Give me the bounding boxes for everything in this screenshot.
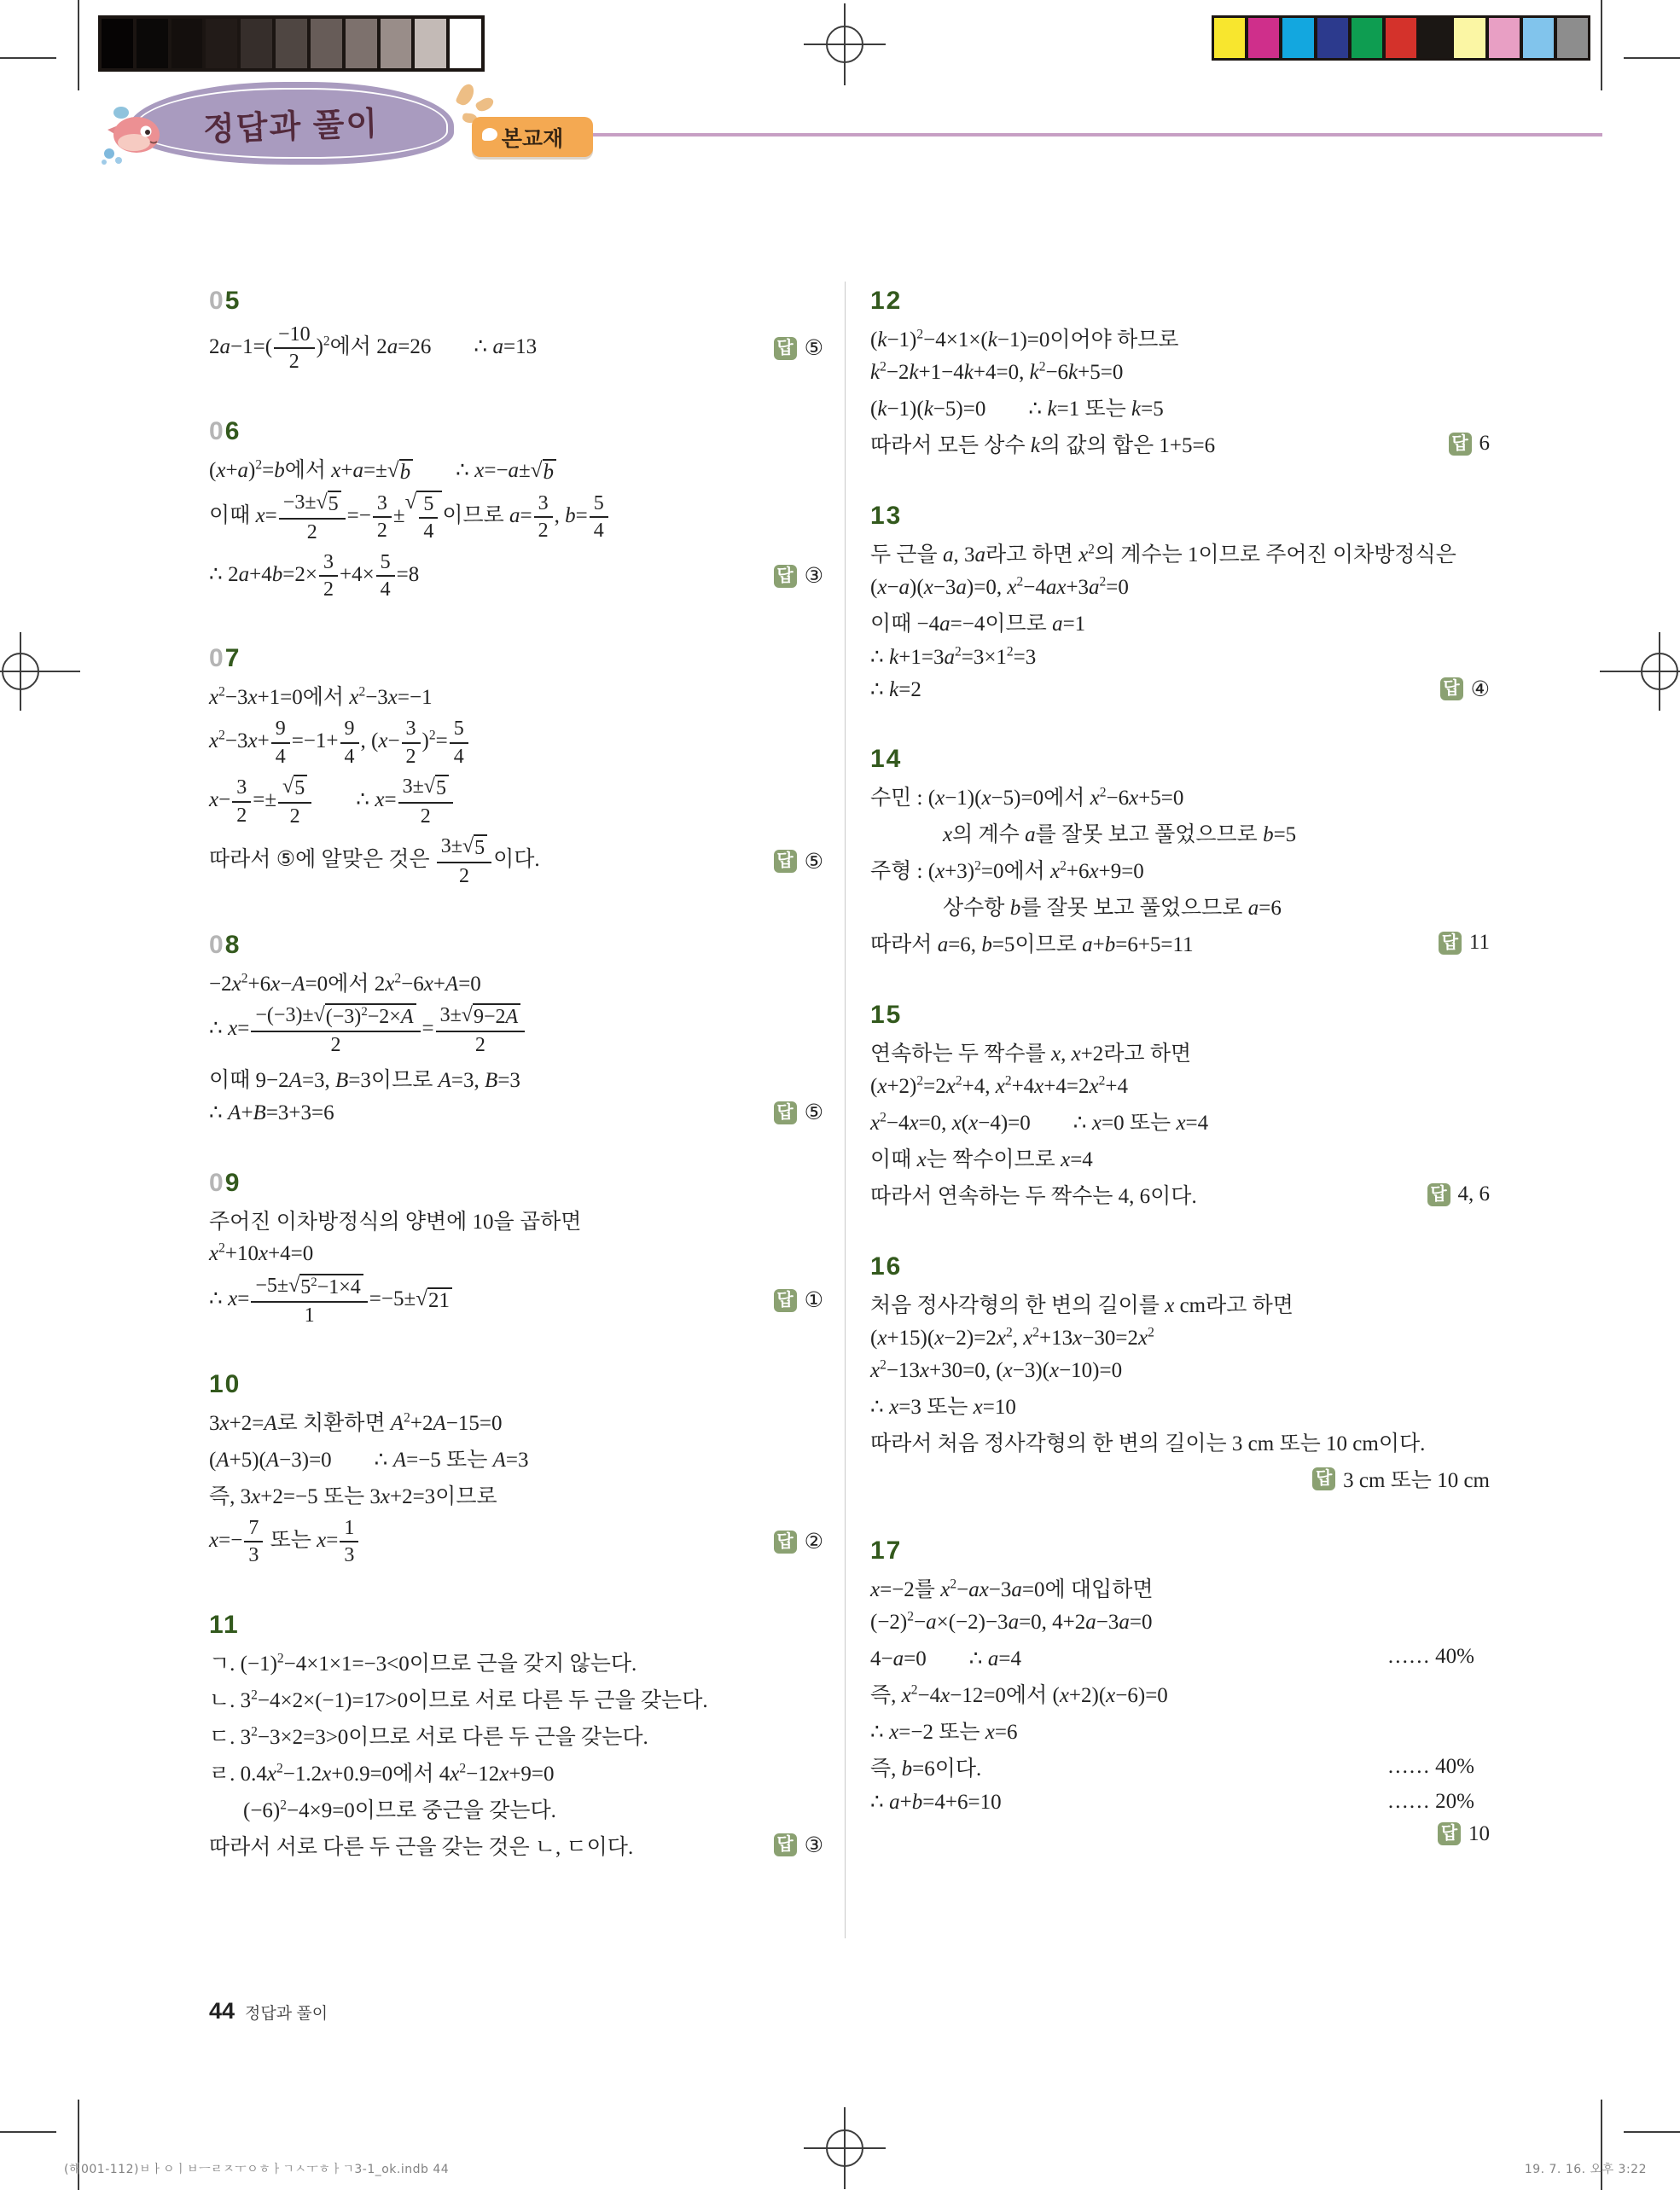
answer-group <box>774 1833 823 1858</box>
grayscale-cell <box>171 19 203 68</box>
radical: √ 5 <box>282 775 307 800</box>
solution-line <box>870 1325 1490 1351</box>
solution-line <box>209 1720 823 1751</box>
radical: √ $(-3)^2-2\times A$ <box>314 1003 416 1029</box>
solution-line <box>870 891 1490 921</box>
petal-decoration-icon <box>474 96 496 114</box>
trim-mark <box>1624 57 1680 59</box>
math-text: $x^2-3x+$ $\frac{9}{4}$ =−1+ $\frac{9}{4}$ , (x− $\frac{3}{2}$ )$^2$= $\frac{5}{4}$ <box>209 717 470 769</box>
solution-line <box>870 1357 1490 1384</box>
color-calibration-bar <box>1212 15 1590 61</box>
fraction: $\frac{1}{3}$ <box>340 1516 358 1568</box>
solution-line <box>209 775 823 828</box>
math-text: ∴ x= −(−3)±√ $(-3)^2-2\times A$ 2 = 3±√ 9−2A 2 <box>209 1003 526 1057</box>
answer-group <box>774 1287 823 1313</box>
grayscale-cell <box>415 19 446 68</box>
solution-line <box>870 1106 1490 1136</box>
color-cell <box>1523 18 1554 58</box>
solution-line <box>870 428 1490 459</box>
math-text: $x^2+10x+4=0$ <box>209 1241 314 1266</box>
solution-line <box>209 1063 823 1094</box>
problem <box>209 931 823 1126</box>
fraction: −(−3)±√ $(-3)^2-2\times A$ 2 <box>251 1003 420 1057</box>
math-text: ∴ a+b=4+6=10 <box>870 1790 1002 1814</box>
problem-lines <box>209 967 823 1126</box>
radical: √ $\frac{5}{4}$ <box>405 491 443 544</box>
math-text: 따라서 ⑤에 알맞은 것은 3±√ 5 2 이다. <box>209 835 540 887</box>
problem-number-main: 12 <box>870 287 903 315</box>
answer-group <box>774 335 823 361</box>
problem-number-main: 6 <box>224 416 241 445</box>
print-info-filename: (해001-112)ㅂㅏㅇㅣㅂㅡㄹㅈㅜㅇㅎㅏㄱㅅㅜㅎㅏㄱ3-1_ok.indb 44 <box>64 2163 450 2176</box>
color-cell <box>1352 18 1382 58</box>
problem-lines <box>870 1572 1490 1847</box>
solution-line <box>870 1179 1490 1210</box>
fraction: 3±√ 5 2 <box>398 775 453 828</box>
fish-mascot-icon <box>96 101 167 167</box>
fraction: $\frac{5}{4}$ <box>376 550 395 602</box>
solution-line <box>870 1751 1490 1782</box>
math-text: $(x+2)^2=2x^2+4$, $x^2+4x+4=2x^2+4$ <box>870 1073 1128 1098</box>
radical: √ 5 <box>462 834 487 860</box>
column-divider <box>845 282 846 1938</box>
solution-line <box>209 717 823 769</box>
problem-number <box>209 1370 823 1399</box>
problem-number <box>870 1252 1490 1281</box>
solution-line <box>870 1572 1490 1603</box>
solution-line <box>870 1426 1490 1457</box>
solution-line <box>209 967 823 997</box>
solution-line <box>870 927 1490 958</box>
math-text: 따라서 처음 정사각형의 한 변의 길이는 3 cm 또는 10 cm이다. <box>870 1432 1426 1455</box>
problem-number-main: 5 <box>224 287 241 315</box>
trim-mark <box>0 57 56 59</box>
registration-mark-right <box>1600 671 1680 672</box>
fraction: $\frac{-10}{2}$ <box>274 322 315 375</box>
problem-number-main: 8 <box>224 931 241 959</box>
answer-text: ④ <box>1470 677 1490 701</box>
problem <box>870 287 1490 459</box>
problem-number <box>870 1536 1490 1566</box>
answer-group <box>774 1100 823 1125</box>
score-percent: …… 40% <box>1386 1755 1474 1778</box>
answer-text: 4, 6 <box>1457 1182 1490 1205</box>
math-text: $(-2)^2-a\times(-2)-3a=0$, 4+2a−3a=0 <box>870 1609 1153 1634</box>
tab-label: 본교재 <box>501 126 564 151</box>
registration-mark-right <box>1659 632 1660 711</box>
problem-lines <box>209 1205 823 1327</box>
math-text: $(-6)^2-4\times 9=0$이므로 중근을 갖는다. <box>243 1798 556 1822</box>
solution-line <box>870 1390 1490 1420</box>
solution-line <box>870 1288 1490 1319</box>
answer-badge: 답 <box>774 337 797 360</box>
problem <box>870 1001 1490 1210</box>
math-text: $x^2-13x+30=0$, (x−3)(x−10)=0 <box>870 1357 1123 1382</box>
color-cell <box>1557 18 1588 58</box>
problem-number-main: 17 <box>870 1536 903 1565</box>
problem-number-main: 10 <box>209 1369 241 1398</box>
problem-lines <box>870 1037 1490 1210</box>
color-cell <box>1282 18 1313 58</box>
problem-lines <box>209 322 823 375</box>
problem-number-prefix: 0 <box>209 1168 225 1197</box>
problem-number-main: 16 <box>870 1252 903 1281</box>
math-text: 따라서 서로 다른 두 근을 갖는 것은 ㄴ, ㄷ이다. <box>209 1835 634 1859</box>
problem-number <box>209 417 823 446</box>
math-text: $x^2-4x=0$, x(x−4)=0 ∴ x=0 또는 x=4 <box>870 1110 1209 1135</box>
solution-line <box>870 781 1490 811</box>
solution-line <box>870 1715 1490 1746</box>
answer-text: 6 <box>1479 432 1490 455</box>
solution-line <box>870 1609 1490 1635</box>
answer-text: 10 <box>1468 1821 1490 1845</box>
radical: √ $5^2-1\times 4$ <box>288 1274 363 1299</box>
problem <box>870 502 1490 702</box>
answer-badge: 답 <box>1312 1467 1335 1490</box>
problem-number <box>870 287 1490 316</box>
answer-group <box>1440 677 1490 702</box>
radical: √ 5 <box>317 491 341 516</box>
math-text: 이때 −4a=−4이므로 a=1 <box>870 613 1086 636</box>
grayscale-cell <box>381 19 412 68</box>
footer-label: 정답과 풀이 <box>245 2005 328 2023</box>
solution-line <box>209 550 823 602</box>
solution-line <box>209 1830 823 1861</box>
solution-line <box>209 1241 823 1268</box>
math-text: ∴ A+B=3+3=6 <box>209 1101 334 1125</box>
problem-lines <box>209 1647 823 1861</box>
solutions-right-column <box>870 287 1490 1890</box>
problem-number <box>209 644 823 673</box>
registration-mark-left <box>0 671 80 672</box>
problem <box>870 1252 1490 1494</box>
registration-mark-bottom <box>804 2147 886 2149</box>
answer-text: ② <box>804 1531 823 1554</box>
answer-group <box>1427 1182 1491 1206</box>
solution-line <box>870 1073 1490 1100</box>
math-text: x− $\frac{3}{2}$ =± √ 5 2 ∴ x= 3±√ 5 2 <box>209 775 455 828</box>
solution-line <box>209 1406 823 1437</box>
tab-leaf-icon <box>482 128 497 141</box>
grayscale-cell <box>346 19 377 68</box>
answer-badge: 답 <box>774 1833 797 1856</box>
trim-mark <box>1601 0 1602 90</box>
math-text: 수민 : (x−1)(x−5)=0에서 $x^2-6x+5=0$ <box>870 785 1184 810</box>
color-cell <box>1386 18 1416 58</box>
solution-line <box>209 1647 823 1677</box>
fraction: $\frac{9}{4}$ <box>340 717 359 769</box>
fraction: $\frac{7}{3}$ <box>244 1516 263 1568</box>
math-text: ∴ 2a+4b=2× $\frac{3}{2}$ +4× $\frac{5}{4}$ =8 <box>209 550 420 601</box>
answer-group <box>1449 432 1491 456</box>
solution-line <box>209 453 823 485</box>
math-text: ㄹ. $0.4x^2-1.2x+0.9=0$에서 $4x^2-12x+9=0$ <box>209 1761 555 1786</box>
problem-number <box>209 1611 823 1640</box>
math-text: $-2x^2+6x-A=0$에서 $2x^2-6x+A=0$ <box>209 971 481 996</box>
math-text: 따라서 a=6, b=5이므로 a+b=6+5=11 <box>870 933 1194 956</box>
grayscale-cell <box>450 19 481 68</box>
fraction: $\frac{3}{2}$ <box>373 491 392 543</box>
problem-number <box>209 931 823 960</box>
fraction: 3±√ 5 2 <box>437 834 491 888</box>
math-text: 두 근을 a, 3a라고 하면 $x^2$의 계수는 1이므로 주어진 이차방정식은 <box>870 542 1456 566</box>
answer-text: ③ <box>804 1833 823 1857</box>
problem-number-main: 11 <box>209 1610 240 1639</box>
solution-line <box>870 322 1490 353</box>
math-text: 주형 : $(x+3)^2=0$에서 $x^2+6x+9=0$ <box>870 858 1144 883</box>
radical: √ 21 <box>416 1287 452 1313</box>
solution-line <box>870 1678 1490 1709</box>
math-text: 처음 정사각형의 한 변의 길이를 x cm라고 하면 <box>870 1294 1293 1317</box>
problem-lines <box>209 453 823 602</box>
problem <box>209 1370 823 1568</box>
solution-line <box>870 1037 1490 1067</box>
math-text: 즉, 3x+2=−5 또는 3x+2=3이므로 <box>209 1484 497 1508</box>
color-cell <box>1489 18 1520 58</box>
fraction: −5±√ $5^2-1\times 4$ 1 <box>251 1274 367 1327</box>
score-percent: …… 40% <box>1386 1645 1474 1668</box>
solution-line <box>209 491 823 544</box>
problem-number-main: 7 <box>224 644 241 673</box>
problem-number <box>870 502 1490 531</box>
answer-badge: 답 <box>774 850 797 873</box>
math-text: ㄴ. $3^2-4\times 2\times(-1)=17>0$이므로 서로 다른 두 근을 갖는다. <box>209 1688 708 1712</box>
fraction: $\frac{5}{4}$ <box>419 492 438 544</box>
math-text: 이때 x= −3±√ 5 2 =− $\frac{3}{2}$ ±√ $\frac{5}{4}$ 이므로 a= $\frac{3}{2}$ , b= $\frac{5}{4}$ <box>209 491 610 544</box>
problem-number <box>870 1001 1490 1030</box>
problem-number-main: 14 <box>870 745 903 773</box>
solution-line <box>870 1788 1490 1815</box>
answer-text: ⑤ <box>804 337 823 361</box>
solution-line <box>870 392 1490 422</box>
problem-number-prefix: 0 <box>209 644 225 673</box>
math-text: $(k-1)^2-4\times 1\times(k-1)=0$이어야 하므로 <box>870 327 1179 351</box>
math-text: $(x+a)^2=b$에서 x+a=±√ b ∴ x=−a±√ b <box>209 453 556 485</box>
radical: √ 5 <box>424 775 449 800</box>
math-text: 2a−1=( $\frac{-10}{2}$ )$^2$에서 2a=26 ∴ a=13 <box>209 323 538 374</box>
problem-number-main: 13 <box>870 502 903 530</box>
page-footer <box>209 1998 328 2024</box>
radical: √ b <box>531 459 556 485</box>
print-info-timestamp: 19. 7. 16. 오후 3:22 <box>1524 2163 1647 2176</box>
fraction: $\frac{3}{2}$ <box>319 550 338 602</box>
fraction: 3±√ 9−2A 2 <box>436 1003 526 1057</box>
solution-line <box>209 1100 823 1126</box>
answer-group <box>1439 931 1490 955</box>
problem-number-prefix: 0 <box>209 416 225 445</box>
score-percent: …… 20% <box>1386 1789 1474 1813</box>
grayscale-cell <box>102 19 133 68</box>
math-text: (x−a)(x−3a)=0, $x^2-4ax+3a^2=0$ <box>870 574 1129 599</box>
problem-number-main: 9 <box>224 1168 241 1197</box>
tab-main-textbook[interactable] <box>472 117 593 157</box>
solution-line <box>209 1205 823 1235</box>
answer-badge: 답 <box>774 1101 797 1124</box>
math-text: 따라서 연속하는 두 짝수는 4, 6이다. <box>870 1185 1197 1208</box>
fraction: −3±√ 5 2 <box>279 491 346 544</box>
math-text: 연속하는 두 짝수를 x, x+2라고 하면 <box>870 1043 1192 1066</box>
math-text: ∴ k=2 <box>870 677 921 701</box>
solution-line <box>870 676 1490 702</box>
radical: √ b <box>387 459 413 485</box>
solution-line <box>870 854 1490 885</box>
registration-mark-left <box>20 632 21 711</box>
grayscale-calibration-bar <box>98 15 485 72</box>
header-rule-line <box>512 133 1602 137</box>
fraction: $\frac{3}{2}$ <box>402 717 421 769</box>
answer-group <box>1438 1822 1490 1846</box>
solution-line <box>209 680 823 711</box>
math-text: 즉, $x^2-4x-12=0$에서 (x+2)(x−6)=0 <box>870 1682 1168 1707</box>
grayscale-cell <box>311 19 342 68</box>
fraction: √ 5 2 <box>278 775 311 828</box>
math-text: x의 계수 a를 잘못 보고 풀었으므로 b=5 <box>943 823 1297 846</box>
page-number: 44 <box>209 1998 235 2024</box>
math-text: ∴ x=3 또는 x=10 <box>870 1396 1016 1419</box>
fraction: $\frac{9}{4}$ <box>271 717 290 769</box>
solution-line <box>870 1641 1490 1672</box>
math-text: 이때 9−2A=3, B=3이므로 A=3, B=3 <box>209 1068 520 1092</box>
solution-line <box>870 359 1490 386</box>
math-text: 주어진 이차방정식의 양변에 10을 곱하면 <box>209 1210 582 1234</box>
math-text: 이때 x는 짝수이므로 x=4 <box>870 1148 1093 1171</box>
fraction: $\frac{3}{2}$ <box>534 491 553 543</box>
math-text: $k^2-2k+1-4k+4=0$, $k^2-6k+5=0$ <box>870 359 1124 384</box>
problem-lines <box>209 1406 823 1568</box>
problem <box>209 287 823 375</box>
problem <box>209 1611 823 1861</box>
solution-line <box>870 817 1490 848</box>
solution-line <box>870 1821 1490 1847</box>
solution-line <box>209 1516 823 1568</box>
answer-group <box>774 849 823 874</box>
problem-lines <box>870 781 1490 958</box>
problem-lines <box>870 537 1490 702</box>
color-cell <box>1248 18 1279 58</box>
solution-line <box>209 1683 823 1714</box>
problem-number <box>209 287 823 316</box>
problem-number <box>209 1169 823 1198</box>
solution-line <box>870 537 1490 568</box>
solution-line <box>209 1793 823 1824</box>
answer-text: 11 <box>1468 931 1490 954</box>
answer-badge: 답 <box>1427 1183 1450 1206</box>
color-cell <box>1420 18 1450 58</box>
math-text: x=− $\frac{7}{3}$ 또는 x= $\frac{1}{3}$ <box>209 1516 360 1568</box>
fraction: $\frac{5}{4}$ <box>450 717 468 769</box>
registration-mark-top <box>804 44 886 45</box>
answer-badge: 답 <box>1440 677 1463 700</box>
math-text: 따라서 모든 상수 k의 값의 합은 1+5=6 <box>870 434 1216 457</box>
answer-text: ③ <box>804 565 823 589</box>
solution-line <box>870 1463 1490 1494</box>
answer-badge: 답 <box>774 1289 797 1312</box>
solution-line <box>209 1274 823 1327</box>
problem <box>870 745 1490 958</box>
problem-number-main: 15 <box>870 1001 903 1029</box>
fraction: $\frac{5}{4}$ <box>590 491 608 543</box>
math-text: $x^2-3x+1=0$에서 $x^2-3x=-1$ <box>209 685 433 710</box>
grayscale-cell <box>206 19 237 68</box>
grayscale-cell <box>137 19 168 68</box>
logo-blob <box>128 82 454 165</box>
math-text: ∴ x=−2 또는 x=6 <box>870 1721 1018 1744</box>
answer-text: ⑤ <box>804 1101 823 1125</box>
math-text: 즉, b=6이다. <box>870 1757 982 1780</box>
petal-decoration-icon <box>455 82 476 107</box>
fraction: $\frac{3}{2}$ <box>232 776 251 828</box>
problem <box>870 1536 1490 1847</box>
answer-text: ⑤ <box>804 850 823 874</box>
radical: √ 9−2A <box>462 1003 520 1029</box>
math-text: (A+5)(A−3)=0 ∴ A=−5 또는 A=3 <box>209 1448 529 1472</box>
trim-mark <box>0 2131 56 2133</box>
math-text: (k−1)(k−5)=0 ∴ k=1 또는 k=5 <box>870 398 1164 421</box>
answer-badge: 답 <box>1449 433 1472 456</box>
answer-text: ① <box>804 1289 823 1313</box>
problem-lines <box>870 1288 1490 1494</box>
color-cell <box>1454 18 1485 58</box>
problem <box>209 644 823 888</box>
math-text: $(x+15)(x-2)=2x^2$, $x^2+13x-30=2x^2$ <box>870 1325 1154 1350</box>
answer-badge: 답 <box>774 1531 797 1554</box>
solution-line <box>870 1142 1490 1173</box>
color-cell <box>1317 18 1348 58</box>
math-text: ∴ x= −5±√ $5^2-1\times 4$ 1 =−5±√ 21 <box>209 1274 452 1327</box>
math-text: x=−2를 $x^2-ax-3a=0$에 대입하면 <box>870 1577 1154 1601</box>
answer-text: 3 cm 또는 10 cm <box>1343 1469 1490 1492</box>
problem-number-prefix: 0 <box>209 931 225 959</box>
solution-line <box>209 1479 823 1510</box>
trim-mark <box>78 0 79 90</box>
solution-line <box>209 1757 823 1787</box>
solutions-left-column <box>209 287 823 1903</box>
math-text: 3x+2=A로 치환하면 $A^2+2A-15=0$ <box>209 1410 503 1435</box>
math-text: 상수항 b를 잘못 보고 풀었으므로 a=6 <box>943 897 1282 920</box>
page-title: 정답과 풀이 <box>202 106 380 148</box>
answer-group <box>1312 1463 1490 1494</box>
problem <box>209 1169 823 1327</box>
trim-mark <box>1624 2131 1680 2133</box>
solution-line <box>209 1003 823 1057</box>
grayscale-cell <box>276 19 307 68</box>
answer-badge: 답 <box>774 565 797 588</box>
solution-line <box>870 607 1490 637</box>
answer-group <box>774 1529 823 1554</box>
math-text: ㄷ. $3^2-3\times 2=3>0$이므로 서로 다른 두 근을 갖는다. <box>209 1724 648 1749</box>
answer-badge: 답 <box>1439 932 1462 955</box>
color-cell <box>1214 18 1245 58</box>
solution-line <box>209 834 823 888</box>
problem-lines <box>209 680 823 888</box>
math-text: 4−a=0 ∴ a=4 <box>870 1647 1021 1670</box>
solution-line <box>870 574 1490 601</box>
math-text: ㄱ. $(-1)^2-4\times 1\times 1=-3<0$이므로 근을 갖지 않는다. <box>209 1651 637 1676</box>
math-text: ∴ $k+1=3a^2=3\times 1^2=3$ <box>870 644 1037 669</box>
problem-number-prefix: 0 <box>209 287 225 315</box>
solution-line <box>209 322 823 375</box>
grayscale-cell <box>241 19 272 68</box>
solution-line <box>870 643 1490 670</box>
answer-group <box>774 563 823 589</box>
answer-badge: 답 <box>1438 1822 1461 1845</box>
problem-number <box>870 745 1490 774</box>
problem-lines <box>870 322 1490 459</box>
solution-line <box>209 1443 823 1473</box>
problem <box>209 417 823 602</box>
